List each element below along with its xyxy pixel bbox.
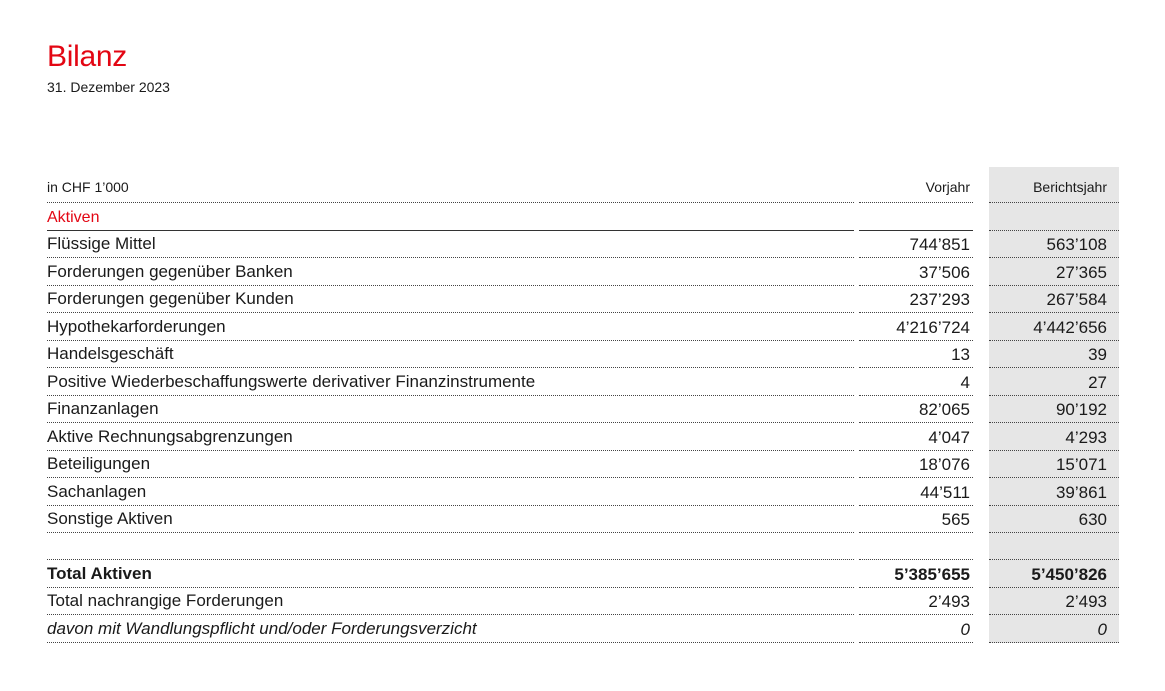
row-label: davon mit Wandlungspflicht und/oder Forderungsverzicht — [47, 618, 477, 638]
table-row — [47, 478, 1119, 506]
row-curr-value: 563’108 — [1046, 235, 1107, 254]
total-row — [47, 560, 1119, 588]
row-prev-value: 82’065 — [918, 400, 970, 419]
row-label: Aktive Rechnungsabgrenzungen — [47, 426, 293, 446]
row-label: Total nachrangige Forderungen — [47, 591, 284, 610]
row-curr-value: 5’450’826 — [1031, 564, 1107, 584]
row-prev-value: 565 — [941, 510, 970, 529]
row-label: Positive Wiederbeschaffungswerte derivativer Finanzinstrumente — [47, 371, 536, 391]
table-header-row — [47, 167, 1119, 203]
row-prev-value: 44’511 — [920, 482, 970, 502]
row-label: Total Aktiven — [47, 563, 152, 583]
table-row — [47, 313, 1119, 341]
table-row — [47, 451, 1119, 479]
column-header-current-year: Berichtsjahr — [1033, 179, 1107, 195]
row-prev-value: 18’076 — [918, 455, 970, 474]
row-prev-value: 237’293 — [909, 290, 970, 309]
row-prev-value: 744’851 — [909, 235, 970, 254]
row-curr-value: 267’584 — [1046, 290, 1107, 309]
row-curr-value: 39 — [1088, 345, 1107, 364]
table-row — [47, 506, 1119, 534]
row-prev-value: 2’493 — [928, 592, 970, 611]
row-label: Sonstige Aktiven — [47, 509, 173, 528]
spacer-row — [47, 533, 1119, 560]
row-curr-value: 4’442’656 — [1033, 317, 1107, 337]
page-title: Bilanz — [47, 40, 127, 73]
table-row — [47, 423, 1119, 451]
table-row — [47, 368, 1119, 396]
table-row — [47, 231, 1119, 259]
unit-label: in CHF 1’000 — [47, 179, 129, 195]
row-prev-value: 4’047 — [928, 427, 970, 447]
column-header-prev-year: Vorjahr — [925, 179, 970, 195]
section-title: Aktiven — [47, 208, 100, 226]
row-label: Hypothekarforderungen — [47, 316, 226, 336]
row-label: Forderungen gegenüber Kunden — [47, 289, 294, 308]
row-curr-value: 90’192 — [1055, 400, 1107, 419]
row-label: Finanzanlagen — [47, 399, 159, 418]
row-curr-value: 2’493 — [1065, 592, 1107, 611]
page-date: 31. Dezember 2023 — [47, 79, 170, 95]
row-label: Handelsgeschäft — [47, 344, 174, 363]
row-label: Forderungen gegenüber Banken — [47, 261, 293, 281]
table-row — [47, 341, 1119, 369]
row-label: Sachanlagen — [47, 481, 147, 501]
row-prev-value: 0 — [960, 619, 970, 639]
row-prev-value: 37’506 — [918, 262, 970, 282]
row-curr-value: 15’071 — [1055, 455, 1107, 474]
table-row — [47, 286, 1119, 314]
row-curr-value: 27 — [1088, 372, 1107, 392]
row-curr-value: 39’861 — [1055, 482, 1107, 502]
row-label: Flüssige Mittel — [47, 234, 156, 253]
row-prev-value: 4’216’724 — [896, 317, 970, 337]
table-row — [47, 258, 1119, 286]
section-header-row — [47, 203, 1119, 231]
row-prev-value: 4 — [960, 372, 970, 392]
row-curr-value: 27’365 — [1055, 262, 1107, 282]
subordinated-row — [47, 588, 1119, 616]
row-label: Beteiligungen — [47, 454, 151, 473]
row-curr-value: 630 — [1078, 510, 1107, 529]
row-prev-value: 5’385’655 — [894, 564, 970, 584]
row-curr-value: 0 — [1097, 619, 1107, 639]
row-prev-value: 13 — [951, 345, 970, 364]
conversion-row — [47, 615, 1119, 643]
table-row — [47, 396, 1119, 424]
asset-rows — [47, 231, 1119, 534]
balance-sheet-table — [47, 167, 1119, 643]
row-curr-value: 4’293 — [1065, 427, 1107, 447]
